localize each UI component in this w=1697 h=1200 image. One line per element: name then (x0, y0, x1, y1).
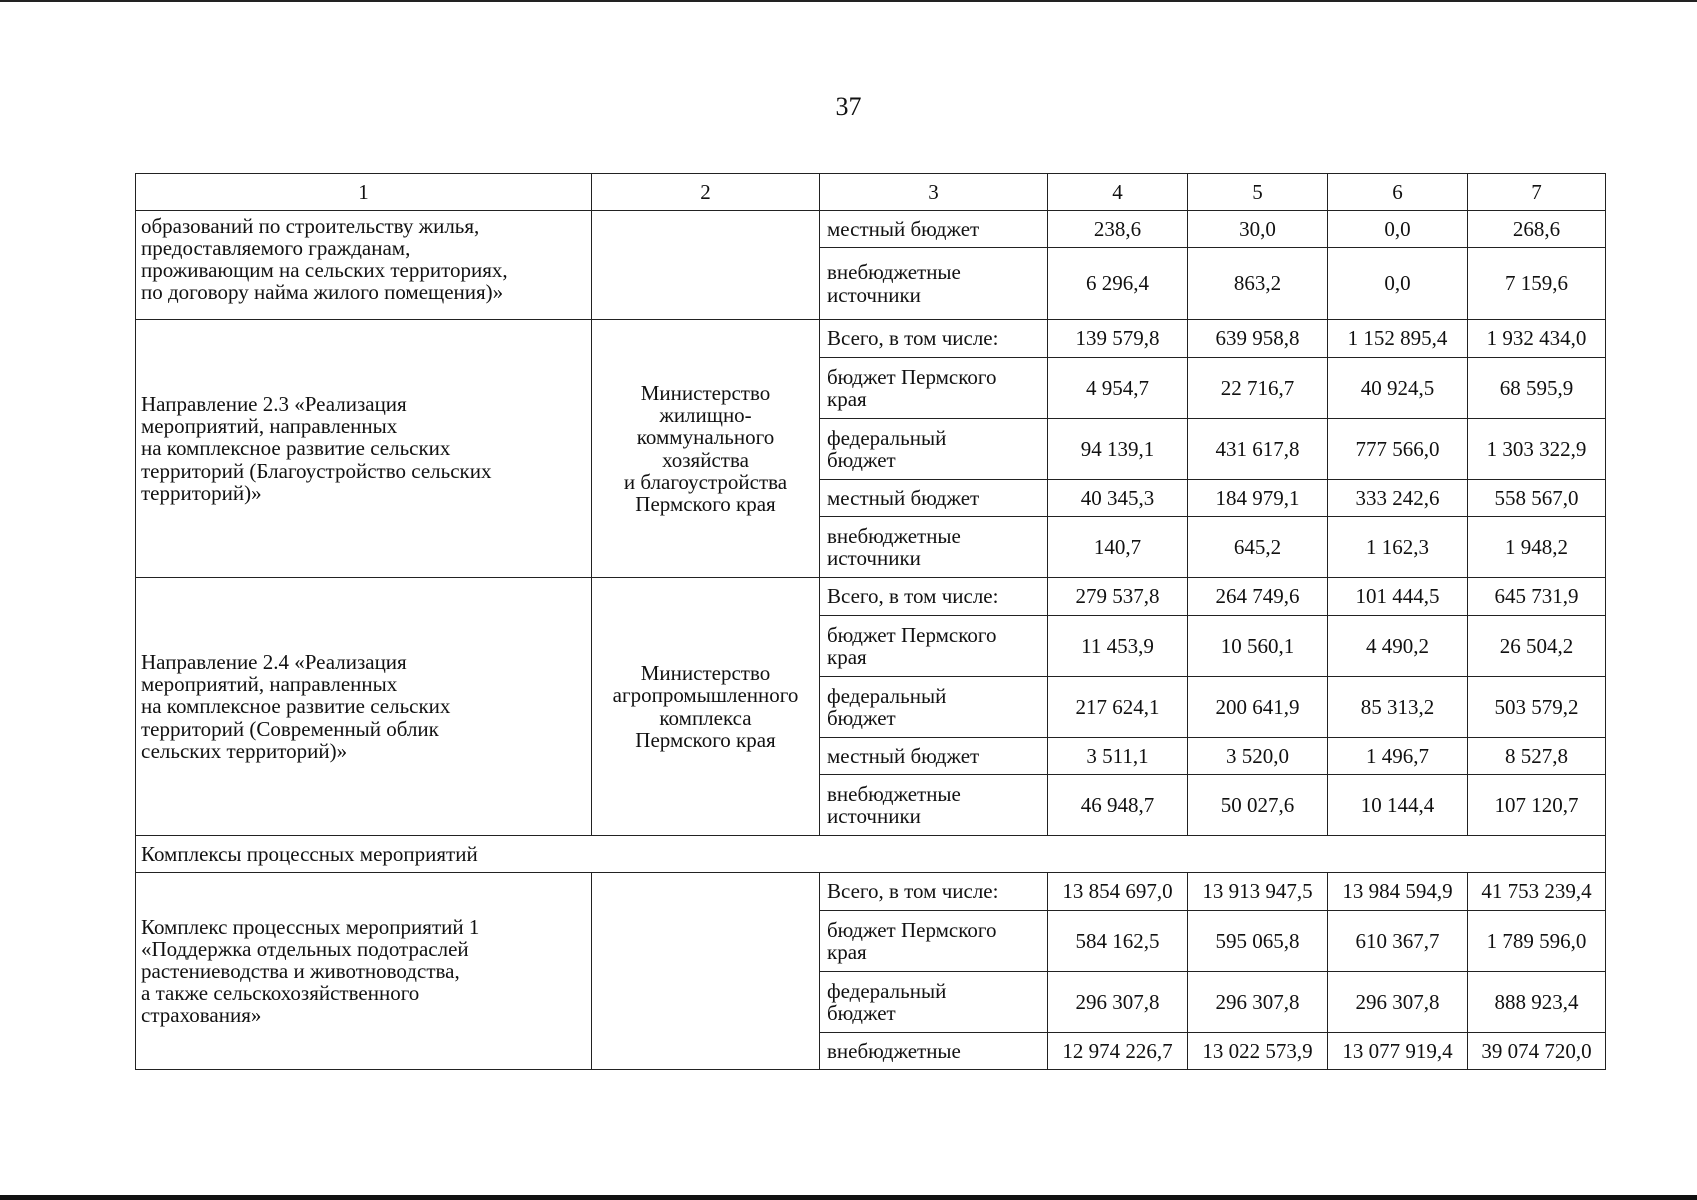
value-cell: 140,7 (1048, 517, 1188, 578)
table-row (136, 578, 1606, 616)
funding-source: внебюджетные источники (820, 775, 1048, 836)
value-cell: 595 065,8 (1188, 911, 1328, 972)
value-cell: 39 074 720,0 (1468, 1033, 1606, 1070)
value-cell: 13 022 573,9 (1188, 1033, 1328, 1070)
value-cell: 22 716,7 (1188, 358, 1328, 419)
value-cell: 645 731,9 (1468, 578, 1606, 616)
funding-source: местный бюджет (820, 211, 1048, 248)
value-cell: 68 595,9 (1468, 358, 1606, 419)
value-cell: 41 753 239,4 (1468, 873, 1606, 911)
value-cell: 296 307,8 (1188, 972, 1328, 1033)
value-cell: 11 453,9 (1048, 616, 1188, 677)
header-col-7: 7 (1468, 174, 1606, 211)
value-cell: 30,0 (1188, 211, 1328, 248)
table-row (136, 320, 1606, 358)
header-col-3: 3 (820, 174, 1048, 211)
value-cell: 0,0 (1328, 211, 1468, 248)
value-cell: 1 303 322,9 (1468, 419, 1606, 480)
value-cell: 26 504,2 (1468, 616, 1606, 677)
value-cell: 1 948,2 (1468, 517, 1606, 578)
scan-top-edge (0, 0, 1697, 2)
value-cell: 558 567,0 (1468, 480, 1606, 517)
value-cell: 107 120,7 (1468, 775, 1606, 836)
value-cell: 217 624,1 (1048, 677, 1188, 738)
header-col-4: 4 (1048, 174, 1188, 211)
value-cell: 46 948,7 (1048, 775, 1188, 836)
funding-source: внебюджетные источники (820, 517, 1048, 578)
value-cell: 279 537,8 (1048, 578, 1188, 616)
section-title: Комплексы процессных мероприятий (136, 836, 1606, 873)
value-cell: 10 144,4 (1328, 775, 1468, 836)
value-cell: 40 924,5 (1328, 358, 1468, 419)
responsible-executor: Министерство агропромышленного комплекса Пермского края (592, 578, 820, 836)
responsible-executor (592, 873, 820, 1070)
value-cell: 268,6 (1468, 211, 1606, 248)
funding-source: бюджет Пермского края (820, 358, 1048, 419)
responsible-executor (592, 211, 820, 320)
table-row (136, 211, 1606, 248)
value-cell: 7 159,6 (1468, 248, 1606, 320)
value-cell: 645,2 (1188, 517, 1328, 578)
value-cell: 264 749,6 (1188, 578, 1328, 616)
value-cell: 0,0 (1328, 248, 1468, 320)
funding-source: федеральный бюджет (820, 419, 1048, 480)
value-cell: 1 932 434,0 (1468, 320, 1606, 358)
value-cell: 888 923,4 (1468, 972, 1606, 1033)
funding-source: Всего, в том числе: (820, 320, 1048, 358)
value-cell: 238,6 (1048, 211, 1188, 248)
value-cell: 431 617,8 (1188, 419, 1328, 480)
measure-name: Комплекс процессных мероприятий 1 «Поддержка отдельных подотраслей растениеводства и животноводства, а также сельскохозяйственного страхования» (136, 873, 592, 1070)
value-cell: 13 077 919,4 (1328, 1033, 1468, 1070)
value-cell: 12 974 226,7 (1048, 1033, 1188, 1070)
funding-source: местный бюджет (820, 480, 1048, 517)
funding-source: местный бюджет (820, 738, 1048, 775)
value-cell: 4 954,7 (1048, 358, 1188, 419)
funding-source: бюджет Пермского края (820, 911, 1048, 972)
value-cell: 8 527,8 (1468, 738, 1606, 775)
measure-name: образований по строительству жилья, предоставляемого гражданам, проживающим на сельских территориях, по договору найма жилого помещения)» (136, 211, 592, 320)
value-cell: 639 958,8 (1188, 320, 1328, 358)
header-row (136, 174, 1606, 211)
funding-source: внебюджетные источники (820, 248, 1048, 320)
value-cell: 1 789 596,0 (1468, 911, 1606, 972)
value-cell: 3 511,1 (1048, 738, 1188, 775)
value-cell: 1 162,3 (1328, 517, 1468, 578)
value-cell: 13 984 594,9 (1328, 873, 1468, 911)
measure-name: Направление 2.4 «Реализация мероприятий, направленных на комплексное развитие сельских территорий (Современный облик сельских территорий)» (136, 578, 592, 836)
value-cell: 40 345,3 (1048, 480, 1188, 517)
value-cell: 13 913 947,5 (1188, 873, 1328, 911)
value-cell: 50 027,6 (1188, 775, 1328, 836)
measure-name: Направление 2.3 «Реализация мероприятий, направленных на комплексное развитие сельских территорий (Благоустройство сельских территорий)» (136, 320, 592, 578)
value-cell: 13 854 697,0 (1048, 873, 1188, 911)
value-cell: 584 162,5 (1048, 911, 1188, 972)
value-cell: 1 496,7 (1328, 738, 1468, 775)
funding-source: федеральный бюджет (820, 972, 1048, 1033)
value-cell: 85 313,2 (1328, 677, 1468, 738)
value-cell: 610 367,7 (1328, 911, 1468, 972)
value-cell: 101 444,5 (1328, 578, 1468, 616)
value-cell: 184 979,1 (1188, 480, 1328, 517)
financing-table (135, 173, 1606, 1070)
header-col-1: 1 (136, 174, 592, 211)
value-cell: 10 560,1 (1188, 616, 1328, 677)
value-cell: 139 579,8 (1048, 320, 1188, 358)
header-col-2: 2 (592, 174, 820, 211)
table-row (136, 873, 1606, 911)
funding-source: бюджет Пермского края (820, 616, 1048, 677)
value-cell: 333 242,6 (1328, 480, 1468, 517)
funding-source: Всего, в том числе: (820, 873, 1048, 911)
header-col-6: 6 (1328, 174, 1468, 211)
value-cell: 503 579,2 (1468, 677, 1606, 738)
funding-source: федеральный бюджет (820, 677, 1048, 738)
value-cell: 94 139,1 (1048, 419, 1188, 480)
value-cell: 4 490,2 (1328, 616, 1468, 677)
page-number: 37 (835, 92, 862, 121)
value-cell: 296 307,8 (1048, 972, 1188, 1033)
section-row (136, 836, 1606, 873)
scan-bottom-edge (0, 1195, 1697, 1200)
value-cell: 200 641,9 (1188, 677, 1328, 738)
responsible-executor: Министерство жилищно- коммунального хозяйства и благоустройства Пермского края (592, 320, 820, 578)
funding-source: внебюджетные (820, 1033, 1048, 1070)
value-cell: 6 296,4 (1048, 248, 1188, 320)
value-cell: 863,2 (1188, 248, 1328, 320)
value-cell: 1 152 895,4 (1328, 320, 1468, 358)
funding-source: Всего, в том числе: (820, 578, 1048, 616)
value-cell: 296 307,8 (1328, 972, 1468, 1033)
value-cell: 3 520,0 (1188, 738, 1328, 775)
value-cell: 777 566,0 (1328, 419, 1468, 480)
header-col-5: 5 (1188, 174, 1328, 211)
